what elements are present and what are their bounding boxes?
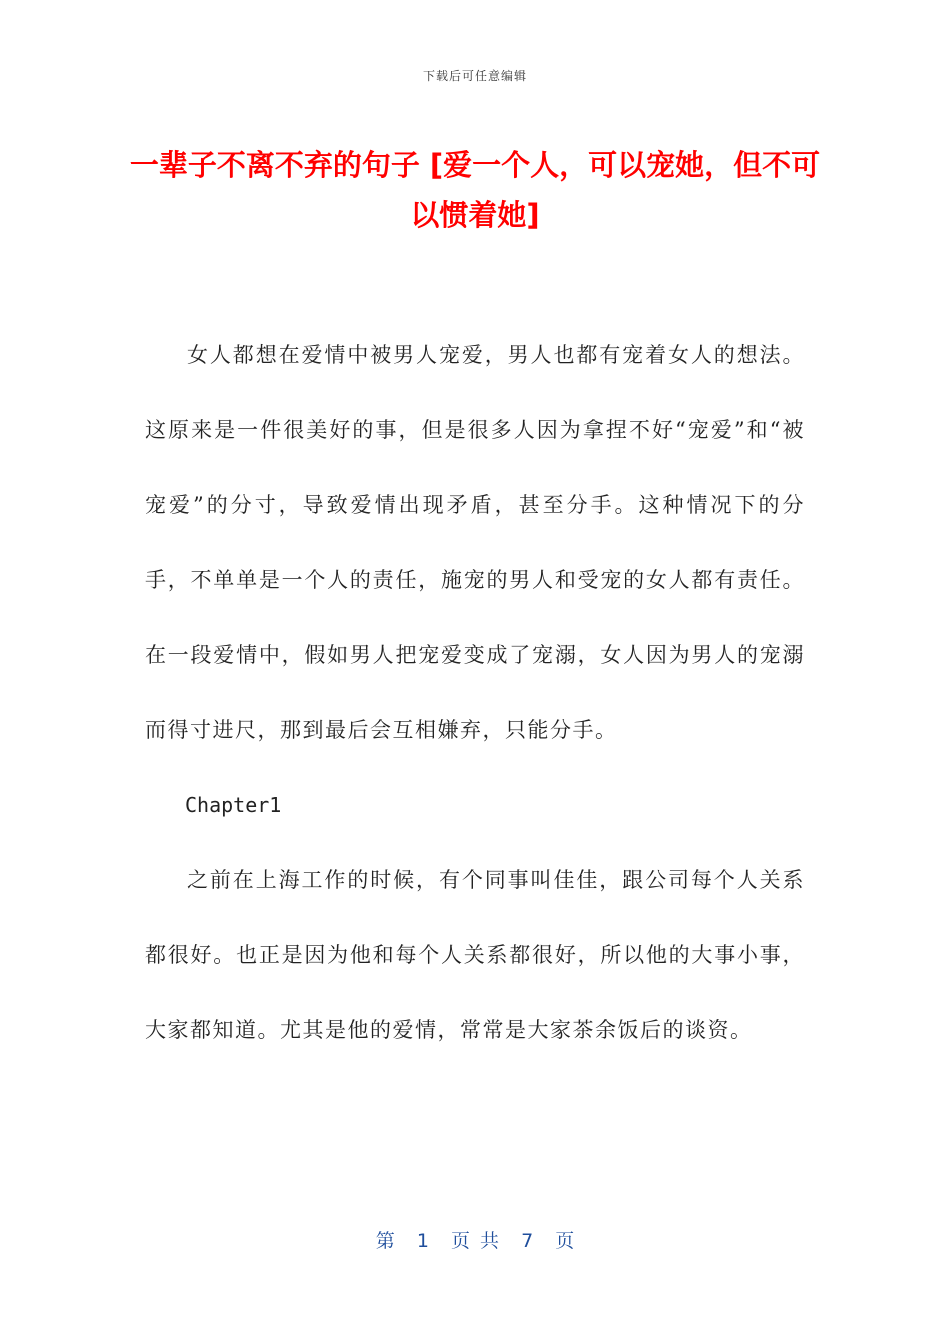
chapter-heading: Chapter1 xyxy=(185,793,282,817)
page-middle-label: 页 共 xyxy=(450,1230,500,1252)
page-suffix: 页 xyxy=(555,1230,575,1252)
paragraph-chapter1: 之前在上海工作的时候，有个同事叫佳佳，跟公司每个人关系都很好。也正是因为他和每个人关系都很好，所以他的大事小事，大家都知道。尤其是他的爱情，常常是大家茶余饭后的谈资。 xyxy=(145,868,805,1042)
paragraph-intro: 女人都想在爱情中被男人宠爱，男人也都有宠着女人的想法。这原来是一件很美好的事，但是很多人因为拿捏不好“宠爱”和“被宠爱”的分寸，导致爱情出现矛盾，甚至分手。这种情况下的分手，不单单是一个人的责任，施宠的男人和受宠的女人都有责任。在一段爱情中，假如男人把宠爱变成了宠溺，女人因为男人的宠溺而得寸进尺，那到最后会互相嫌弃，只能分手。 xyxy=(145,343,805,742)
header-note: 下载后可任意编辑 xyxy=(422,69,527,83)
page-prefix: 第 xyxy=(375,1230,395,1252)
document-body xyxy=(145,318,805,1068)
document-title: 一辈子不离不弃的句子 [爱一个人，可以宠她，但不可以惯着她] xyxy=(129,148,821,232)
page-number-footer xyxy=(0,1226,950,1253)
current-page-number: 1 xyxy=(416,1230,429,1252)
total-pages-number: 7 xyxy=(521,1230,534,1252)
